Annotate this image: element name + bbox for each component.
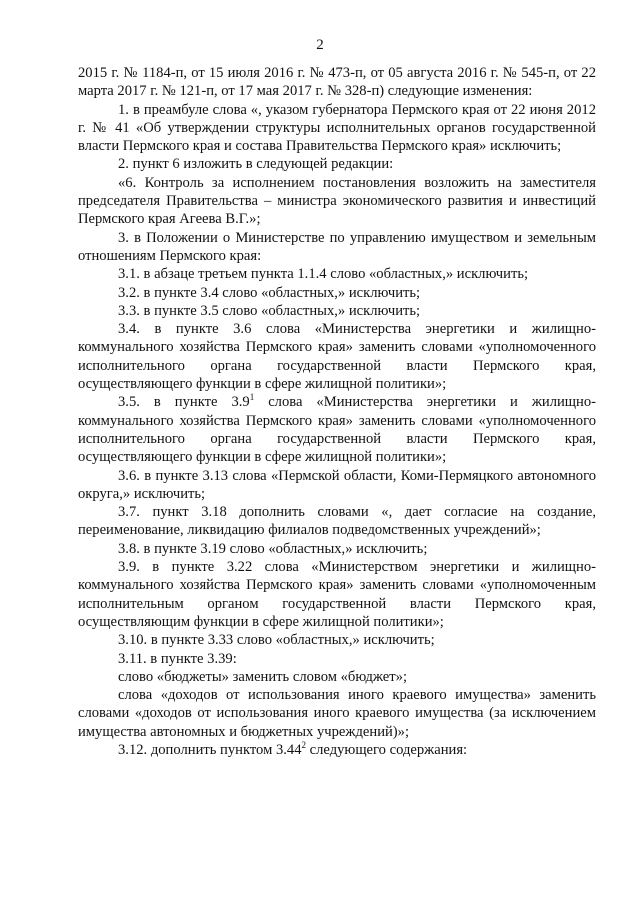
- paragraph: 3.8. в пункте 3.19 слово «областных,» исключить;: [118, 540, 428, 557]
- paragraph: 3.11. в пункте 3.39:: [118, 650, 237, 667]
- page-number: 2: [316, 37, 324, 53]
- superscript: 1: [249, 392, 255, 403]
- paragraph: [78, 393, 596, 466]
- paragraph: 3.6. в пункте 3.13 слова «Пермской области, Коми-Пермяцкого автономного округа,» исключить;: [78, 467, 596, 502]
- superscript: 2: [301, 740, 306, 751]
- paragraph: 3. в Положении о Министерстве по управлению имуществом и земельным отношениям Пермского края:: [78, 229, 596, 264]
- paragraph: 2015 г. № 1184-п, от 15 июля 2016 г. № 473-п, от 05 августа 2016 г. № 545-п, от 22 марта 2017 г. № 121-п, от 17 мая 2017 г. № 328-п) следующие изменения:: [78, 65, 596, 100]
- paragraph-text: 3.5. в пункте 3.9: [118, 394, 250, 411]
- paragraph: 3.9. в пункте 3.22 слова «Министерством энергетики и жилищно-коммунального хозяйства Пермского края» заменить словами «уполномоченным исполнительным органом государственной власти Пермского края, осуществляющим функции в сфере жилищной политики»;: [78, 559, 596, 630]
- paragraph-text: слова «Министерства энергетики и жилищно-коммунального хозяйства Пермского края» заменить словами «уполномоченного исполнительного органа государственной власти Пермского края, осуществляющего функции в сфере жилищной политики»;: [78, 394, 597, 466]
- document-body: [78, 64, 596, 759]
- paragraph: 3.10. в пункте 3.33 слово «областных,» исключить;: [118, 632, 435, 649]
- paragraph: 3.4. в пункте 3.6 слова «Министерства энергетики и жилищно-коммунального хозяйства Пермского края» заменить словами «уполномоченного исполнительного органа государственной власти Пермского края, осуществляющего функции в сфере жилищной политики»;: [78, 321, 596, 393]
- paragraph-text: 3.12. дополнить пунктом 3.44: [118, 741, 302, 758]
- paragraph: 3.7. пункт 3.18 дополнить словами «, дает согласие на создание, переименование, ликвидацию филиалов подведомственных учреждений»;: [78, 504, 596, 539]
- paragraph: 3.2. в пункте 3.4 слово «областных,» исключить;: [118, 284, 421, 301]
- paragraph: слова «доходов от использования иного краевого имущества» заменить словами «доходов от использования иного краевого имущества (за исключением имущества автономных и бюджетных учреждений)»;: [78, 687, 596, 740]
- paragraph-text: следующего содержания:: [306, 741, 468, 758]
- paragraph: 1. в преамбуле слова «, указом губернатора Пермского края от 22 июня 2012 г. № 41 «Об утверждении структуры исполнительных органов государственной власти Пермского края и состава Правительства Пермского края» исключить;: [78, 101, 596, 155]
- paragraph: [78, 741, 596, 759]
- paragraph: слово «бюджеты» заменить словом «бюджет»;: [118, 668, 408, 685]
- paragraph: «6. Контроль за исполнением постановления возложить на заместителя председателя Правительства – министра экономического развития и инвестиций Пермского края Агеева В.Г.»;: [78, 174, 596, 228]
- paragraph: 2. пункт 6 изложить в следующей редакции:: [118, 156, 394, 173]
- paragraph: 3.1. в абзаце третьем пункта 1.1.4 слово «областных,» исключить;: [118, 266, 529, 283]
- paragraph: 3.3. в пункте 3.5 слово «областных,» исключить;: [118, 302, 421, 319]
